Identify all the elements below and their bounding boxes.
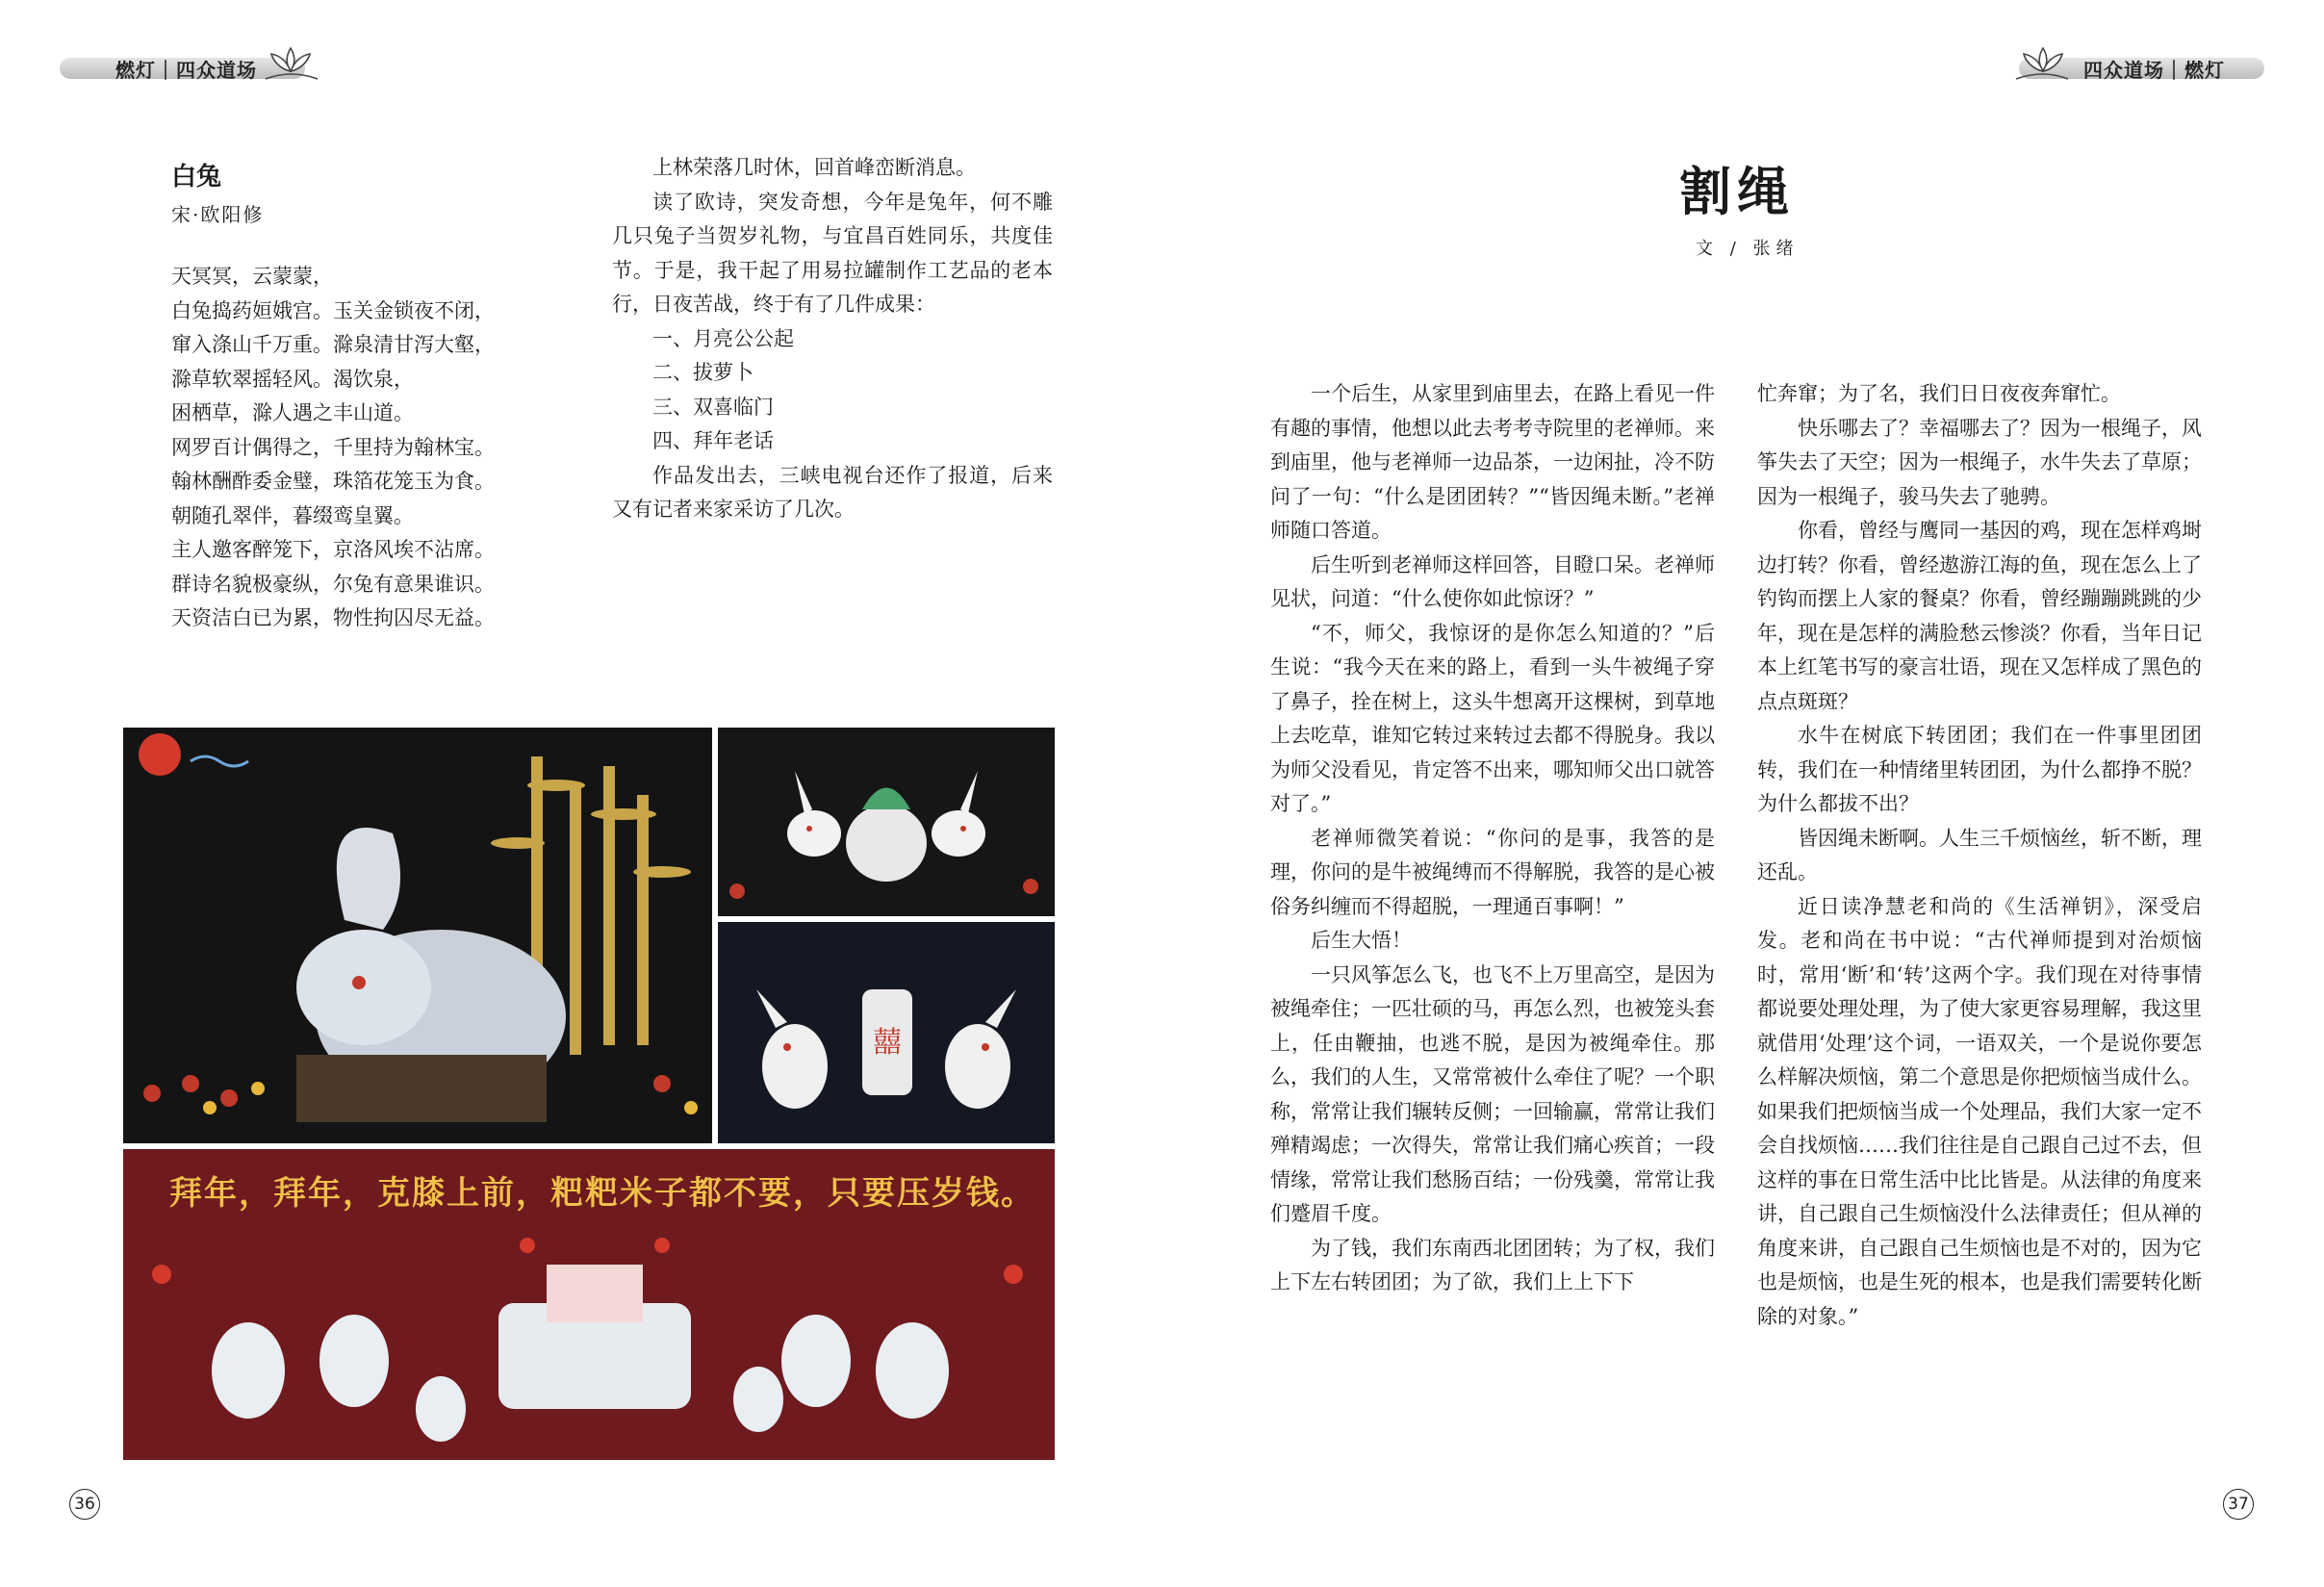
paragraph: 作品发出去，三峡电视台还作了报道，后来又有记者来家采访了几次。	[612, 463, 1053, 521]
photo-banner-text: 拜年，拜年，克膝上前，粑粑米子都不要，只要压岁钱。	[169, 1174, 1035, 1213]
photo-pull-radish	[718, 728, 1055, 916]
rabbit-artwork	[123, 728, 712, 1143]
poem-line: 翰林酬酢委金璧，珠箔花笼玉为食。	[171, 470, 495, 493]
paragraph: 后生大悟！	[1311, 929, 1412, 952]
list-item: 三、双喜临门	[652, 395, 774, 419]
page-number: 36	[69, 1489, 100, 1520]
paragraph: 忙奔窜；为了名，我们日日夜夜奔窜忙。	[1757, 382, 2121, 405]
photo-moon-rabbit	[123, 728, 712, 1143]
header-left	[60, 48, 310, 87]
poem-line: 天冥冥，云蒙蒙，	[171, 265, 333, 288]
paragraph: “不，师父，我惊讶的是你怎么知道的？”后生说：“我今天在来的路上，看到一头牛被绳子穿了鼻子，拴在树上，这头牛想离开这棵树，到草地上去吃草，谁知它转过来转过去都不得脱身。我以为师父没看见，肯定答不出来，哪知师父出口就答对了。”	[1270, 621, 1715, 815]
paragraph: 上林荣落几时休，回首峰峦断消息。	[652, 156, 976, 179]
poem-line: 困栖草，滁人遇之丰山道。	[171, 401, 414, 424]
list-item: 四、拜年老话	[652, 429, 774, 452]
lotus-ornament-icon	[262, 40, 319, 89]
paragraph: 水牛在树底下转团团；我们在一件事里团团转，我们在一种情绪里转团团，为什么都挣不脱？为什么都拔不出？	[1757, 724, 2202, 815]
list-item: 一、月亮公公起	[652, 326, 794, 350]
right-column-2	[1757, 377, 2202, 1334]
poem-body	[171, 260, 556, 636]
header-title: 燃灯｜四众道场	[115, 59, 257, 82]
poem-line: 网罗百计偶得之，千里持为翰林宝。	[171, 435, 495, 459]
poem-line: 群诗名貌极豪纵，尔兔有意果谁识。	[171, 572, 495, 596]
paragraph: 快乐哪去了？幸福哪去了？因为一根绳子，风筝失去了天空；因为一根绳子，水牛失去了草原；因为一根绳子，骏马失去了驰骋。	[1757, 416, 2202, 508]
paragraph: 为了钱，我们东南西北团团转；为了权，我们上下左右转团团；为了欲，我们上上下下	[1270, 1236, 1715, 1293]
greeting-artwork	[123, 1149, 1055, 1460]
radish-artwork	[718, 728, 1055, 916]
paragraph: 老禅师微笑着说：“你问的是事，我答的是理，你问的是牛被绳缚而不得解脱，我答的是心被俗务纠缠而不得超脱，一理通百事啊！”	[1270, 826, 1715, 918]
poem-title: 白兔	[171, 163, 222, 192]
poem-line: 朝随孔翠伴，暮缀鸾皇翼。	[171, 503, 414, 527]
paragraph: 一只风筝怎么飞，也飞不上万里高空，是因为被绳牵住；一匹壮硕的马，再怎么烈，也被笼头套上，任由鞭抽，也逃不脱，是因为被绳牵住。那么，我们的人生，又常常被什么牵住了呢？一个职称，常常让我们辗转反侧；一回输赢，常常让我们殚精竭虑；一次得失，常常让我们痛心疾首；一段情缘，常常让我们愁肠百结；一份残羹，常常让我们蹙眉千度。	[1270, 962, 1715, 1225]
left-column-2	[612, 151, 1053, 527]
header-title: 四众道场｜燃灯	[2083, 59, 2225, 82]
header-right	[2014, 48, 2264, 87]
poem-line: 白兔捣药姮娥宫。玉关金锁夜不闭，	[171, 298, 495, 322]
photo-new-year-greeting	[123, 1149, 1055, 1460]
poem-author: 宋·欧阳修	[171, 203, 265, 226]
paragraph: 读了欧诗，突发奇想，今年是兔年，何不雕几只兔子当贺岁礼物，与宜昌百姓同乐，共度佳节。于是，我干起了用易拉罐制作工艺品的老本行，日夜苦战，终于有了几件成果：	[612, 190, 1053, 316]
list-item: 二、拔萝卜	[652, 361, 753, 384]
lotus-ornament-icon	[2014, 40, 2072, 89]
paragraph: 一个后生，从家里到庙里去，在路上看见一件有趣的事情，他想以此去考考寺院里的老禅师。来到庙里，他与老禅师一边品茶，一边闲扯，冷不防问了一句：“什么是团团转？”“皆因绳未断。”老禅师随口答道。	[1270, 382, 1715, 542]
paragraph: 你看，曾经与鹰同一基因的鸡，现在怎样鸡埘边打转？你看，曾经遨游江海的鱼，现在怎么上了钓钩而摆上人家的餐桌？你看，曾经蹦蹦跳跳的少年，现在是怎样的满脸愁云惨淡？你看，当年日记本上红笔书写的豪言壮语，现在又怎样成了黑色的点点斑斑？	[1757, 519, 2202, 713]
paragraph: 后生听到老禅师这样回答，目瞪口呆。老禅师见状，问道：“什么使你如此惊讶？”	[1270, 552, 1715, 610]
article-title: 割绳	[1679, 161, 1795, 222]
paragraph: 近日读净慧老和尚的《生活禅钥》，深受启发。老和尚在书中说：“古代禅师提到对治烦恼时，常用‘断’和‘转’这两个字。我们现在对待事情都说要处理处理，为了使大家更容易理解，我这里就借用‘处理’这个词，一语双关，一个是说你要怎么样解决烦恼，第二个意思是你把烦恼当成什么。如果我们把烦恼当成一个处理品，我们大家一定不会自找烦恼……我们往往是自己跟自己过不去，但这样的事在日常生活中比比皆是。从法律的角度来讲，自己跟自己生烦恼没什么法律责任；但从禅的角度来讲，自己跟自己生烦恼也是不对的，因为它也是烦恼，也是生死的根本，也是我们需要转化断除的对象。”	[1757, 894, 2202, 1328]
poem-line: 窜入涤山千万重。滁泉清甘泻大壑，	[171, 333, 495, 356]
photo-double-happiness	[718, 922, 1055, 1143]
svg-text:囍: 囍	[873, 1026, 902, 1060]
right-column-1	[1270, 377, 1715, 1300]
poem-line: 主人邀客醉笼下，京洛风埃不沾席。	[171, 538, 495, 561]
poem-line: 天资洁白已为累，物性拘囚尽无益。	[171, 606, 495, 629]
poem-line: 滁草软翠摇轻风。渴饮泉，	[171, 367, 414, 391]
double-happiness-artwork	[718, 922, 1055, 1143]
paragraph: 皆因绳未断啊。人生三千烦恼丝，斩不断，理还乱。	[1757, 826, 2202, 883]
article-author: 文 / 张绪	[1696, 239, 1800, 259]
page-number: 37	[2223, 1489, 2254, 1520]
